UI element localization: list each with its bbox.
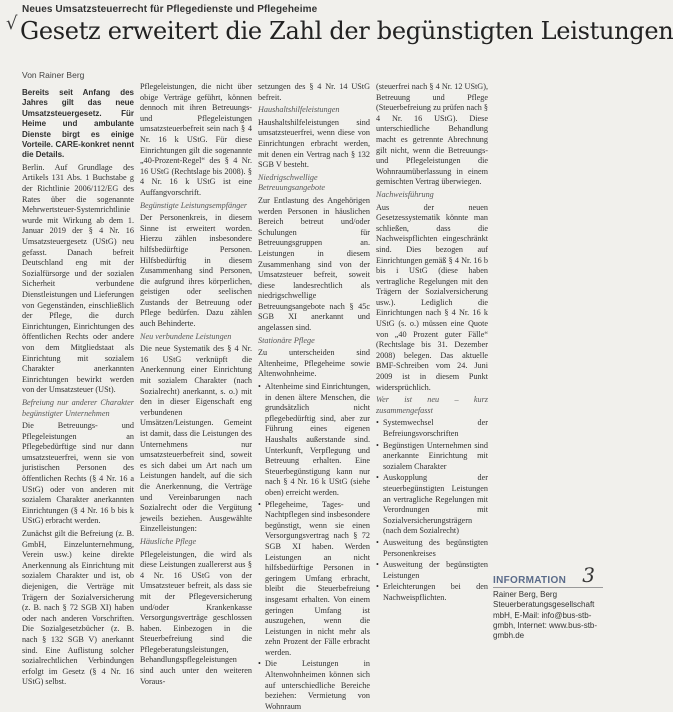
article-kicker: Neues Umsatzsteuerrecht für Pflegedienste und Pflegeheime	[22, 4, 318, 15]
list-item: • Ausweitung des begünstigten Personenkreises	[383, 538, 488, 559]
paragraph: Zunächst gilt die Befreiung (z. B. GmbH, Einzelunternehmung, Verein usw.) keine direkte Anerkennung als Einrichtung mit sozialem Charakter und ist, ob diejenigen, die Verträge mit Trägern der Sozialversicherung (z. B. nach § 72 SGB XI) haben oder nach anderen Vorschriften. Die Sozialgesetzbücher (z. B. nach § 132 SGB V) anerkannt sind. Eine Auflistung solcher sozialrechtlichen Verbindungen erfolgt im Gesetz (§ 4 Nr. 16 UStG) selbst.	[22, 529, 134, 687]
list-item: • Die Leistungen in Altenwohnheimen können sich auf unterschiedliche Bereiche beziehen: Vermietung von Wohnraum	[265, 659, 370, 712]
subheading: Niedrigschwellige Betreuungsangebote	[258, 172, 325, 193]
paragraph: Pflegeleistungen, die nicht über obige Verträge geführt, können dennoch mit ihren Betreuungs- und Pflegeleistungen umsatzsteuerbefreit sein nach § 4 Nr. 16 k UStG. Für diese Einrichtungen gilt die sogenannte „40-Prozent-Regel“ des § 4 Nr. 16 UStG (Rechtslage bis 2008). § 4 Nr. 16 k UStG ist eine Auffangvorschrift.	[140, 82, 252, 197]
article-column-3	[258, 82, 370, 711]
subheading: Begünstigte Leistungsempfänger	[140, 200, 248, 210]
paragraph: Zur Entlastung des Angehörigen werden Personen in häuslichen Bereich betreut und/oder Schulungen für Betreuungsgruppen an. Leistungen in diesem Zusammenhang sind von der Umsatzsteuer befreit, soweit diese landesrechtlich als niedrigschwellige Betreuungsangebote nach § 45c SGB XI anerkannt und angelassen sind.	[258, 195, 370, 333]
list-item: • Begünstigen Unternehmen sind anerkannte Einrichtung mit sozialem Charakter	[383, 441, 488, 473]
handwritten-check-mark: √	[6, 13, 18, 34]
information-title: INFORMATION	[493, 575, 567, 586]
article-column-4	[376, 82, 488, 662]
paragraph: Der Personenkreis, in diesem Sinne ist erweitert worden. Hierzu zählen insbesondere hilfsbedürftige Personen. Hilfsbedürftig in diesem Zusammenhang sind Personen, die aufgrund ihres körperlichen, geistigen oder seelischen Zustands der Betreuung oder Pflege bedürfen. Dazu zählen auch Behinderte.	[140, 213, 252, 329]
subheading: Stationäre Pflege	[258, 335, 315, 345]
paragraph: Zu unterscheiden sind Altenheime, Pflegeheime sowie Altenwohnheime.	[258, 348, 370, 379]
article-column-1	[22, 88, 134, 687]
bullet-list	[258, 382, 370, 712]
subheading: Häusliche Pflege	[140, 536, 197, 546]
article-column-2	[140, 82, 252, 686]
list-item: • Systemwechsel der Befreiungsvorschriften	[383, 418, 488, 439]
subheading: Wer ist neu – kurz zusammengefasst	[376, 395, 488, 415]
list-item: • Erleichterungen bei den Nachweispflichten.	[383, 582, 488, 603]
handwritten-page-number: 3	[582, 563, 595, 587]
paragraph: Aus der neuen Gesetzessystematik könnte man schließen, dass die Nachweispflichten eingeschränkt sind. Dies bezogen auf Einrichtungen gemäß § 4 Nr. 16 b bis i UStG (diese haben vertragliche Regelungen mit den Trägern der Sozialversicherung usw.). Lediglich die Einrichtungen nach § 4 Nr. 16 k UStG (s. o.) müssen eine Quote von „40 Prozent guter Fälle“ (Rechtslage bis 31. Dezember 2008) belegen. Das aktuelle BMF-Schreiben vom 24. Juni 2009 ist in diesem Punkt widersprüchlich.	[376, 202, 488, 392]
paragraph: Pflegeleistungen, die wird als diese Leistungen zuallererst aus § 4 Nr. 16 UStG von der Umsatzsteuer befreit, als dass sie mit der Pflegeversicherung und/oder Krankenkasse Versorgungsverträge geschlossen haben. Einbezogen in die Steuerbefreiung sind die Pflegeberatungsleistungen, Behandlungspflegeleistungen sind auch unter den weiteren Voraus-	[140, 549, 252, 686]
paragraph: Haushaltshilfeleistungen sind umsatzsteuerfrei, wenn diese von Einrichtungen erbracht werden, mit denen ein Vertrag nach § 132 SGB V besteht.	[258, 117, 370, 170]
article-lead: Bereits seit Anfang des Jahres gilt das neue Umsatzsteuergesetz. Für Heime und ambulante Dienste birgt es einige Vorteile. CARE-konkret nennt die Details.	[22, 88, 134, 160]
subheading: Neu verbundene Leistungen	[140, 331, 232, 341]
paragraph: (steuerfrei nach § 4 Nr. 12 UStG), Betreuung und Pflege (Steuerbefreiung zu prüfen nach § 4 Nr. 16 UStG). Diese unterschiedliche Behandlung macht es getrennte Abrechnung gilt nicht, wenn die Betreuungs- und Pflegeleistungen die Wohnraumüberlassung in einem gemischten Vertrag überwiegen.	[376, 82, 488, 187]
divider	[493, 587, 603, 588]
paragraph: Berlin. Auf Grundlage des Artikels 131 Abs. 1 Buchstabe g der Richtlinie 2006/112/EG des Rates über die sogenannte Mehrwertsteuer-Systemrichtlinie wurde mit Wirkung ab dem 1. Januar 2019 der § 4 Nr. 16 Umsatzsteuergesetz (UStG) neu gefasst. Danach befreit Deutschland eng mit der Sozialfürsorge und der sozialen Sicherheit verbundene Dienstleistungen und Lieferungen von Gegenständen, einschließlich der Pflege, die durch Einrichtungen, Einrichtungen des öffentlichen Rechts oder andere von dem Mitgliedstaat als Einrichtung mit sozialem Charakter anerkannten Einrichtungen bewirkt werden von der Umsatzsteuer (USt).	[22, 162, 134, 395]
list-item: • Ausweitung der begünstigten Leistungen	[383, 560, 488, 581]
list-item: • Pflegeheime, Tages- und Nachtpflegen sind insbesondere begünstigt, wenn sie einen Versorgungsvertrag nach § 72 SGB XI haben. Werden Leistungen an nicht hilfsbedürftige Personen in geringem Umfang erbracht, bleibt die Steuerbefreiung insgesamt erhalten. Von einem geringen Umfang ist auszugehen, wenn die Leistungen in nicht mehr als zehn Prozent der Fälle erbracht werden.	[265, 500, 370, 659]
list-item: • Altenheime sind Einrichtungen, in denen ältere Menschen, die grundsätzlich nicht pflegebedürftig sind, aber zur Führung eines eigenen Haushalts außerstande sind. Unterkunft, Verpflegung und Betreuung erhalten. Eine Steuerbegünstigung kann nur nach § 4 Nr. 16 k UStG (siehe oben) erreicht werden.	[265, 382, 370, 499]
subheading: Haushaltshilfeleistungen	[258, 105, 340, 115]
information-box	[493, 563, 603, 641]
information-text: Rainer Berg, Berg Steuerberatungsgesellschaft mbH, E-Mail: info@bus-stb-gmbh, Internet: www.bus-stb-gmbh.de	[493, 590, 598, 641]
article-headline: Gesetz erweitert die Zahl der begünstigten Leistungen	[20, 17, 673, 45]
paragraph: Die neue Systematik des § 4 Nr. 16 UStG verknüpft die Anerkennung einer Einrichtung mit sozialem Charakter (nach Sozialrecht) anerkannt, s. o.) mit den in dieser Eigenschaft eng verbundenen Umsätzen/Leistungen. Gemeint ist damit, dass die Leistungen des Unternehmens nur umsatzsteuerbefreit sind, soweit es sich dabei um Art nach um Leistungen handelt, auf die sich die Anerkennung, die Verträge und Vereinbarungen nach Sozialrecht oder die Vergütung jeweils beziehen. Ausgewählte Einzelleistungen:	[140, 344, 252, 534]
summary-list	[376, 418, 488, 603]
list-item: • Auskopplung der steuerbegünstigten Leistungen an vertragliche Regelungen mit Verordnungen mit Sozialversicherungsträgern (nach dem Sozialrecht)	[383, 473, 488, 537]
subheading: Nachweisführung	[376, 189, 434, 199]
paragraph: setzungen des § 4 Nr. 14 UStG befreit.	[258, 82, 370, 102]
article-byline: Von Rainer Berg	[22, 70, 85, 80]
subheading: Befreiung nur anderer Charakter begünstigter Unternehmen	[22, 397, 134, 418]
paragraph: Die Betreuungs- und Pflegeleistungen an Pflegebedürftige sind nur dann umsatzsteuerfrei, wenn sie von juristischen Personen des öffentlichen Rechts (§ 4 Nr. 16 a UStG) oder von anderen mit sozialem Charakter anerkannten Einrichtungen (§ 4 Nr. 16 b bis k UStG) erbracht werden.	[22, 421, 134, 526]
